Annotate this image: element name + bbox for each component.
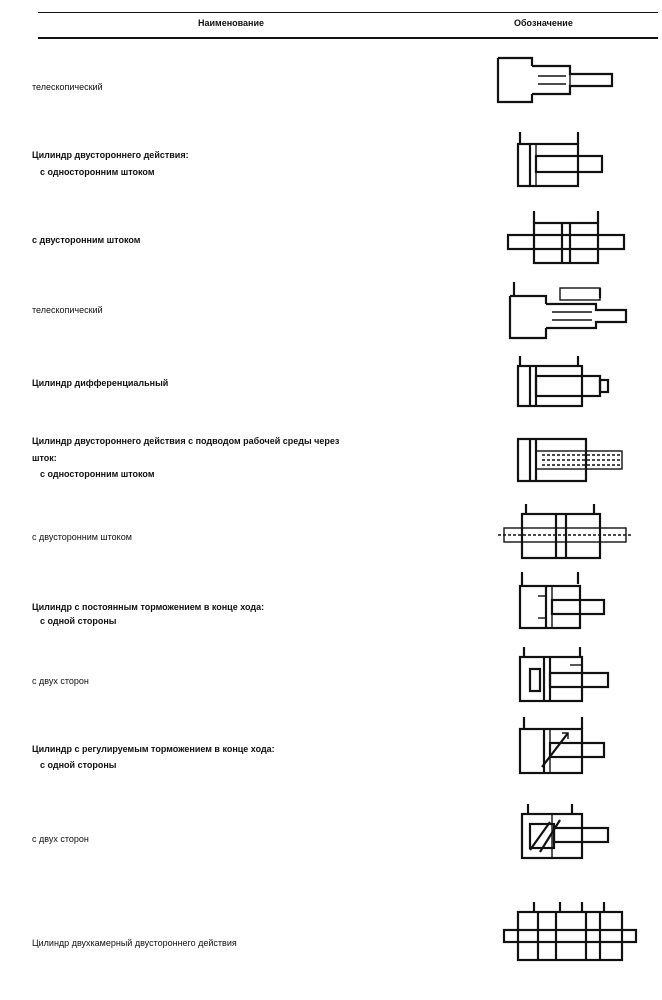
cylinder-fluid-through-double-rod-icon <box>490 500 640 570</box>
double-acting-single-rod-cylinder-icon <box>490 128 640 198</box>
row-5-line-0: Цилиндр двустороннего действия с подводом рабочей среды через <box>32 436 340 446</box>
cylinder-adjustable-cushion-one-side-icon <box>490 715 640 785</box>
row-4-line-0: Цилиндр дифференциальный <box>32 378 169 388</box>
cylinder-fixed-cushion-both-sides-icon <box>490 645 640 715</box>
cylinder-fluid-through-single-rod-icon <box>490 425 640 495</box>
row-7-line-1: с одной стороны <box>40 616 117 626</box>
row-7-line-0: Цилиндр с постоянным торможением в конце хода: <box>32 602 265 612</box>
row-1-line-1: с односторонним штоком <box>40 167 155 177</box>
header-underline-rule <box>38 37 658 39</box>
row-5-line-2: с односторонним штоком <box>40 469 155 479</box>
differential-cylinder-icon <box>490 350 640 420</box>
table-top-rule <box>38 12 658 13</box>
row-8-line-0: с двух сторон <box>32 676 89 686</box>
row-11-line-0: Цилиндр двухкамерный двустороннего действия <box>32 938 237 948</box>
column-header-symbol: Обозначение <box>514 18 573 28</box>
row-9-line-1: с одной стороны <box>40 760 117 770</box>
double-acting-double-rod-cylinder-icon <box>490 205 640 275</box>
row-6-line-0: с двусторонним штоком <box>32 532 132 542</box>
cylinder-fixed-cushion-one-side-icon <box>490 570 640 640</box>
telescopic-cylinder-single-icon <box>490 52 640 122</box>
double-acting-telescopic-cylinder-icon <box>490 280 640 350</box>
two-chamber-double-acting-cylinder-icon <box>490 900 640 970</box>
row-1-line-0: Цилиндр двустороннего действия: <box>32 150 189 160</box>
row-0-line-0: телескопический <box>32 82 103 92</box>
column-header-name: Наименование <box>198 18 265 28</box>
cylinder-adjustable-cushion-both-sides-icon <box>490 800 640 870</box>
row-5-line-1: шток: <box>32 453 57 463</box>
row-10-line-0: с двух сторон <box>32 834 89 844</box>
row-9-line-0: Цилиндр с регулируемым торможением в конце хода: <box>32 744 275 754</box>
row-2-line-0: с двусторонним штоком <box>32 235 141 245</box>
row-3-line-0: телескопический <box>32 305 103 315</box>
